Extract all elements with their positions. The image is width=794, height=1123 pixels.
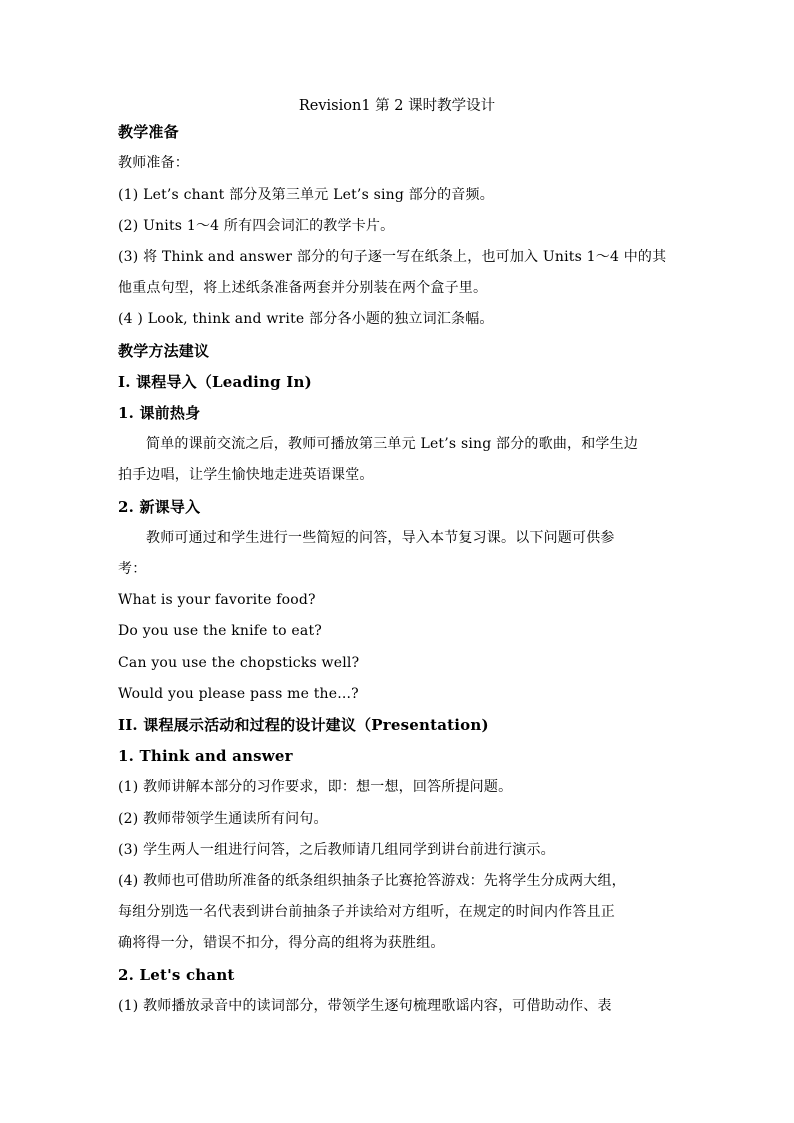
question-line: Do you use the knife to eat? <box>118 623 322 639</box>
text-line: 教师可通过和学生进行一些简短的问答，导入本节复习课。以下问题可供参 <box>146 530 615 546</box>
question-line: Can you use the chopsticks well? <box>118 655 360 671</box>
section-heading-presentation: II. 课程展示活动和过程的设计建议（Presentation) <box>118 716 489 734</box>
subsection-heading: 1. Think and answer <box>118 747 293 765</box>
subsection-heading: I. 课程导入（Leading In) <box>118 373 312 391</box>
text-line: (4 ) Look, think and write 部分各小题的独立词汇条幅。 <box>118 311 494 327</box>
text-line: (1) 教师播放录音中的读词部分，带领学生逐句梳理歌谣内容，可借助动作、表 <box>118 998 612 1014</box>
section-heading-methods: 教学方法建议 <box>118 342 210 360</box>
document-title: Revision1 第 2 课时教学设计 <box>298 98 496 114</box>
question-line: Would you please pass me the...? <box>118 686 359 702</box>
text-line: (1) Let’s chant 部分及第三单元 Let’s sing 部分的音频。 <box>118 187 494 203</box>
text-line: (3) 将 Think and answer 部分的句子逐一写在纸条上，也可加入 Units 1～4 中的其 <box>118 249 667 265</box>
subsection-heading: 2. 新课导入 <box>118 498 201 516</box>
text-line: (1) 教师讲解本部分的习作要求，即：想一想，回答所提问题。 <box>118 779 513 795</box>
text-line: (2) Units 1～4 所有四会词汇的教学卡片。 <box>118 218 395 234</box>
text-line: 简单的课前交流之后，教师可播放第三单元 Let’s sing 部分的歌曲，和学生边 <box>146 436 639 452</box>
text-line: 确将得一分，错误不扣分，得分高的组将为获胜组。 <box>118 935 445 951</box>
section-heading-preparation: 教学准备 <box>118 123 179 141</box>
text-line: 他重点句型，将上述纸条准备两套并分别装在两个盒子里。 <box>118 280 488 296</box>
text-line: (2) 教师带领学生通读所有问句。 <box>118 811 328 827</box>
text-line: 每组分别选一名代表到讲台前抽条子并读给对方组听，在规定的时间内作答且正 <box>118 904 615 920</box>
text-line: 考： <box>118 561 147 577</box>
text-line: (4) 教师也可借助所准备的纸条组织抽条子比赛抢答游戏：先将学生分成两大组， <box>118 873 626 889</box>
text-line: 拍手边唱，让学生愉快地走进英语课堂。 <box>118 467 374 483</box>
subsection-heading: 2. Let's chant <box>118 966 235 984</box>
subsection-heading: 1. 课前热身 <box>118 404 201 422</box>
text-line: (3) 学生两人一组进行问答，之后教师请几组同学到讲台前进行演示。 <box>118 842 555 858</box>
question-line: What is your favorite food? <box>118 592 316 608</box>
text-line: 教师准备： <box>118 155 189 171</box>
